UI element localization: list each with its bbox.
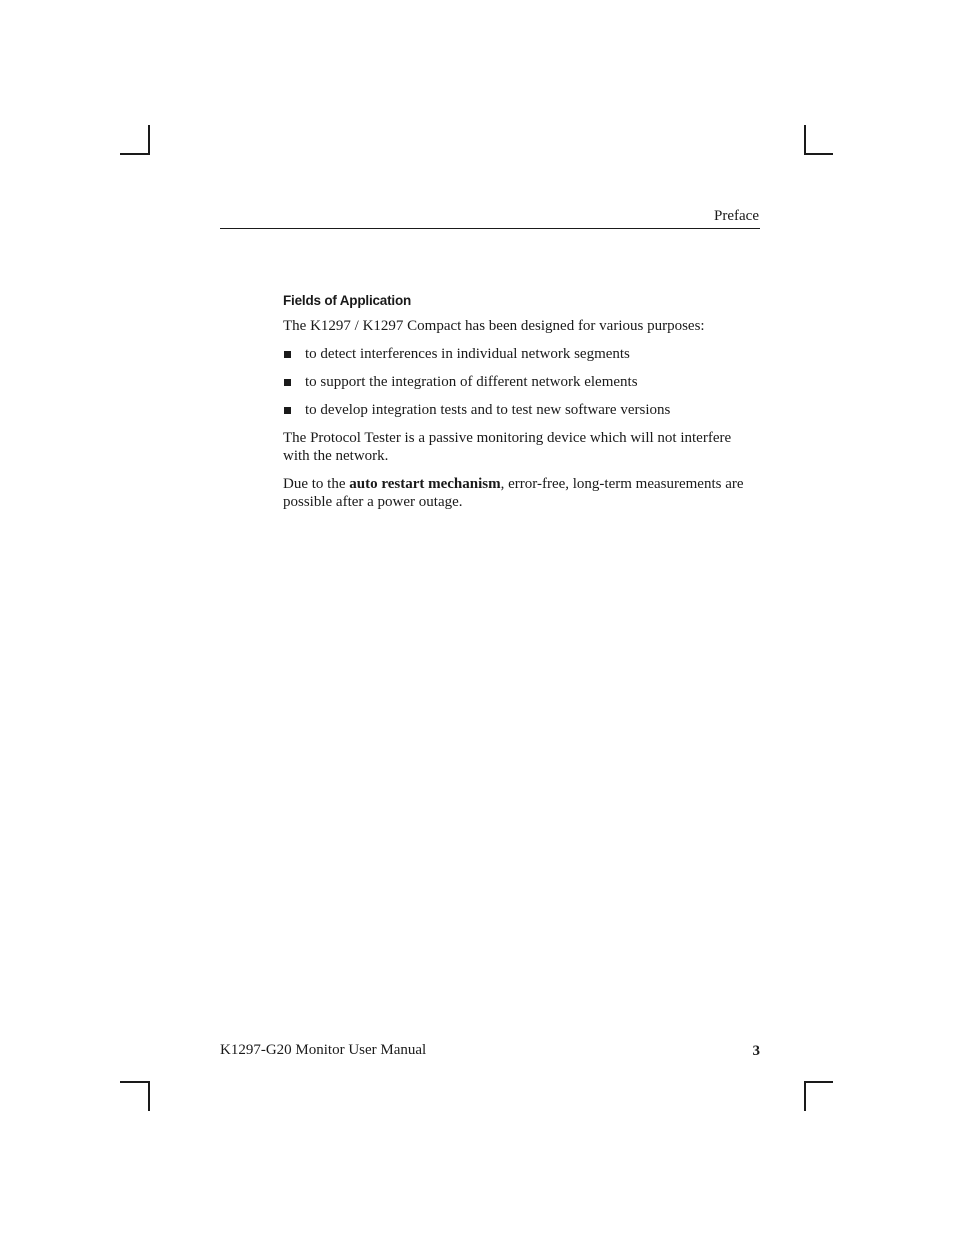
list-item-text: to support the integration of different network elements	[305, 374, 638, 390]
crop-mark-bottom-left-vertical	[148, 1081, 150, 1111]
list-item	[283, 345, 761, 363]
auto-restart-term: auto restart mechanism	[349, 476, 501, 492]
square-bullet-icon	[284, 351, 291, 358]
crop-mark-top-right-vertical	[804, 125, 806, 155]
crop-mark-bottom-right-horizontal	[804, 1081, 833, 1083]
square-bullet-icon	[284, 379, 291, 386]
header-rule	[220, 228, 760, 229]
page-number: 3	[752, 1043, 760, 1059]
footer-manual-title: K1297-G20 Monitor User Manual	[220, 1042, 427, 1058]
running-header-section: Preface	[714, 208, 759, 224]
passive-device-paragraph: The Protocol Tester is a passive monitoring device which will not interfere with the network.	[283, 430, 732, 464]
crop-mark-bottom-left-horizontal	[120, 1081, 150, 1083]
intro-paragraph: The K1297 / K1297 Compact has been designed for various purposes:	[283, 318, 705, 334]
section-heading: Fields of Application	[283, 293, 412, 308]
purpose-list	[283, 345, 761, 419]
square-bullet-icon	[284, 407, 291, 414]
list-item	[283, 373, 761, 391]
auto-restart-paragraph	[283, 475, 761, 511]
list-item	[283, 401, 761, 419]
auto-restart-text-after: , error-free, long-term measurements are possible after a power outage.	[283, 476, 744, 510]
crop-mark-bottom-right-vertical	[804, 1081, 806, 1111]
crop-mark-top-left-horizontal	[120, 153, 150, 155]
crop-mark-top-right-horizontal	[804, 153, 833, 155]
list-item-text: to develop integration tests and to test new software versions	[305, 402, 671, 418]
auto-restart-text-before: Due to the	[283, 476, 350, 492]
crop-mark-top-left-vertical	[148, 125, 150, 155]
page-content	[283, 292, 761, 521]
list-item-text: to detect interferences in individual network segments	[305, 346, 630, 362]
